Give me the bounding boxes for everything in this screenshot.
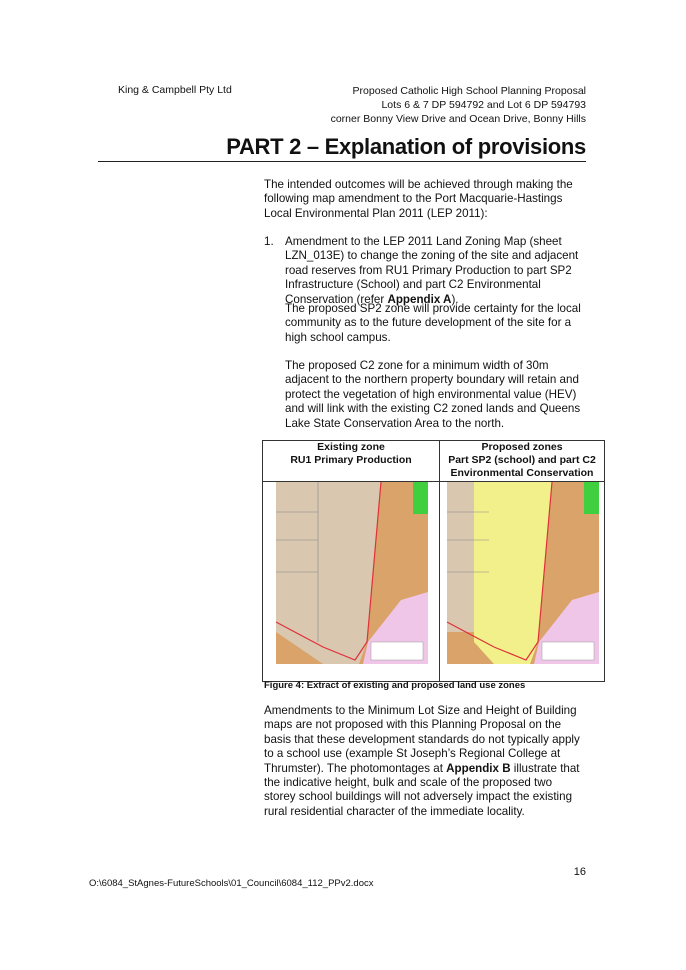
proposed-zone-subtitle-2: Environmental Conservation <box>450 467 594 479</box>
list-item-text <box>285 235 586 307</box>
header-line-2: Lots 6 & 7 DP 594792 and Lot 6 DP 594793 <box>381 99 586 111</box>
list-number: 1. <box>264 235 274 248</box>
closing-text-b: illustrate that the indicative height, bulk and scale of the proposed two storey school buildings will not adversely impact the existing rural residential character of the immediate locality. <box>264 761 580 818</box>
appendix-b-ref: Appendix B <box>446 761 511 775</box>
ru1-zone <box>276 482 381 664</box>
proposed-zone-title: Proposed zones <box>481 441 563 453</box>
existing-zone-header <box>263 441 440 482</box>
map-legend <box>371 642 423 660</box>
existing-zone-subtitle: RU1 Primary Production <box>290 454 412 466</box>
title-divider <box>98 161 586 162</box>
ru1-remnant <box>447 482 474 632</box>
closing-paragraph <box>264 704 586 819</box>
green-zone <box>413 482 428 514</box>
footer-file-path: O:\6084_StAgnes-FutureSchools\01_Council\6084_112_PPv2.docx <box>89 878 374 889</box>
appendix-a-ref: Appendix A <box>387 292 452 306</box>
proposed-zone-map <box>440 482 604 676</box>
existing-zone-title: Existing zone <box>317 441 385 453</box>
section-title: PART 2 – Explanation of provisions <box>226 134 586 159</box>
page-number: 16 <box>573 866 586 878</box>
proposed-zone-subtitle: Part SP2 (school) and part C2 <box>448 454 596 466</box>
existing-map-cell <box>263 482 440 682</box>
proposed-zone-header <box>440 441 605 482</box>
intro-paragraph: The intended outcomes will be achieved through making the following map amendment to the Port Macquarie-Hastings Local Environmental Plan 2011 (LEP 2011): <box>264 178 573 220</box>
existing-zone-map <box>263 482 439 676</box>
header-line-3: corner Bonny View Drive and Ocean Drive, Bonny Hills <box>330 113 586 125</box>
item1-text: Amendment to the LEP 2011 Land Zoning Map (sheet LZN_013E) to change the zoning of the site and adjacent road reserves from RU1 Primary Production to part SP2 Infrastructure (School) and part C2 Environmental Conservation (refer <box>285 235 579 306</box>
header-project <box>331 84 586 126</box>
closing-text-a: Amendments to the Minimum Lot Size and Height of Building maps are not proposed with this Planning Proposal on the basis that these development standards do not typically apply to a school use (example St Joseph’s Regional College at Thrumster). The photomontages at <box>264 704 580 775</box>
header-company: King & Campbell Pty Ltd <box>118 84 232 96</box>
figure-caption: Figure 4: Extract of existing and proposed land use zones <box>264 680 526 691</box>
item1-tail: ). <box>451 292 459 306</box>
c2-paragraph: The proposed C2 zone for a minimum width of 30m adjacent to the northern property boundary will retain and protect the vegetation of high environmental value (HEV) and will link with the existing C2 zoned lands and Queens Lake State Conservation Area to the north. <box>285 359 581 430</box>
map-legend <box>542 642 594 660</box>
header-line-1: Proposed Catholic High School Planning Proposal <box>352 85 586 97</box>
zoning-figure-table <box>262 440 605 682</box>
green-zone <box>584 482 599 514</box>
sp2-paragraph: The proposed SP2 zone will provide certainty for the local community as to the future development of the site for a high school campus. <box>285 302 581 344</box>
proposed-map-cell <box>440 482 605 682</box>
